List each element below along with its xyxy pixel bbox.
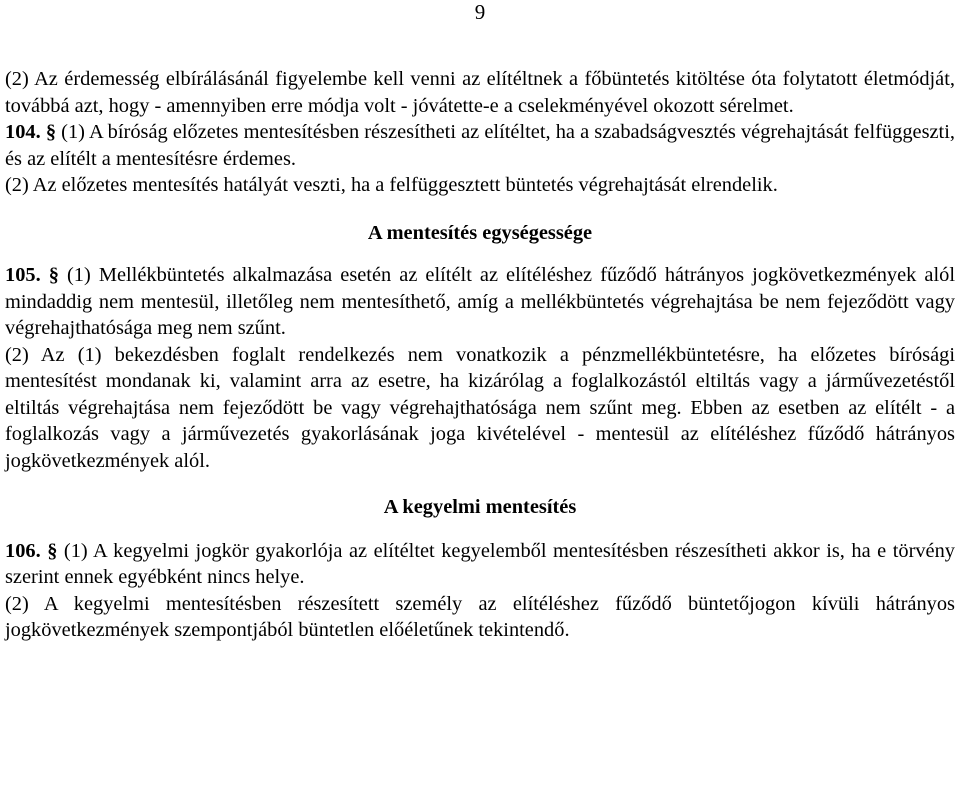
section-heading-egysegesseg: A mentesítés egységessége [367,221,593,244]
paragraph-103-2: (2) Az érdemesség elbírálásánál figyelembe kell venni az elítéltnek a főbüntetés kitöltése óta folytatott életmódját, továbbá azt, hogy - amennyiben erre módja volt - jóvátette-e a cselekményével okozott sérelmet. [5,68,955,117]
paragraph-104-2: (2) Az előzetes mentesítés hatályát veszti, ha a felfüggesztett büntetés végrehajtását elrendelik. [5,174,778,196]
paragraph-105-2: (2) Az (1) bekezdésben foglalt rendelkezés nem vonatkozik a pénzmellékbüntetésre, ha előzetes bírósági mentesítést mondanak ki, valamint arra az esetre, ha kizárólag a foglalkozástól eltiltás vagy a járművezetéstől eltiltás végrehajtása nem fejeződött be vagy végrehajthatósága nem szűnt meg. Ebben az esetben az elítélt - a foglalkozás vagy a járművezetés gyakorlásának joga kivételével - mentesül az elítéléshez fűződő hátrányos jogkövetkezmények alól. [5,343,955,472]
section-sign-105: § [48,264,59,286]
section-number-105: 105. [5,264,41,286]
page-number: 9 [474,0,486,24]
paragraph-106-2: (2) A kegyelmi mentesítésben részesített személy az elítéléshez fűződő büntetőjogon kívüli hátrányos jogkövetkezmények szempontjából büntetlen előéletűnek tekintendő. [5,592,955,641]
section-heading-kegyelmi: A kegyelmi mentesítés [383,496,577,518]
paragraph-105-1-text: (1) Mellékbüntetés alkalmazása esetén az elítélt az elítéléshez fűződő hátrányos jogkövetkezmények alól mindaddig nem mentesül, illetőleg nem mentesíthető, amíg a mellékbüntetés végrehajtása be nem fejeződött vagy végrehajthatósága meg nem szűnt. [5,264,955,339]
paragraph-106-1 [5,538,955,591]
paragraph-104-1 [5,119,955,172]
paragraph-105-1 [5,262,955,342]
section-sign-104: § [45,121,57,143]
paragraph-106-1-text: (1) A kegyelmi jogkör gyakorlója az elítéltet kegyelemből mentesítésben részesítheti akkor is, ha e törvény szerint ennek egyébként nincs helye. [5,539,955,588]
section-number-104: 104. [5,121,41,143]
paragraph-104-1-text: (1) A bíróság előzetes mentesítésben részesítheti az elítéltet, ha a szabadságvesztés végrehajtását felfüggeszti, és az elítélt a mentesítésre érdemes. [5,121,955,170]
section-number-106: 106. [5,539,41,562]
document-body [5,66,955,644]
section-sign-106: § [47,539,58,562]
